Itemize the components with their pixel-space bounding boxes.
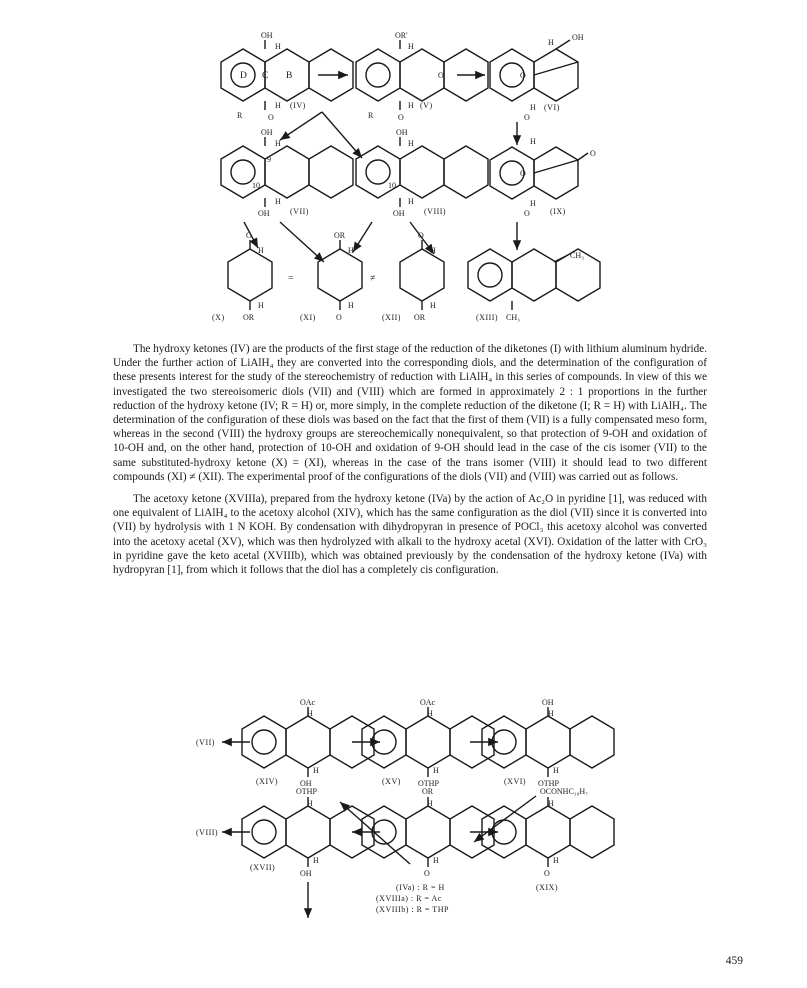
compound-label: (VI) <box>544 103 560 112</box>
atom-label: OR' <box>395 31 408 40</box>
compound-XII <box>382 231 444 322</box>
equals-sign: = <box>288 274 294 284</box>
atom-label: OR <box>422 787 434 796</box>
atom-label: H <box>548 38 554 47</box>
atom-label: H <box>307 799 313 808</box>
atom-label: O <box>520 169 526 178</box>
atom-label: OH <box>572 33 584 42</box>
compound-V <box>356 31 488 122</box>
atom-label: CH₃ <box>570 251 584 260</box>
atom-label: H <box>548 799 554 808</box>
atom-label: O <box>246 231 252 240</box>
compound-XVI <box>482 698 614 788</box>
compound-XIX <box>482 787 614 892</box>
atom-label: OH <box>396 128 408 137</box>
atom-label: OH <box>542 698 554 707</box>
compound-label: (XIX) <box>536 883 559 892</box>
atom-label: H <box>530 103 536 112</box>
atom-label: O <box>398 113 404 122</box>
compound-XIII <box>468 249 600 322</box>
compound-label: (VIII) <box>424 207 447 216</box>
atom-label: O <box>268 113 274 122</box>
atom-label: O <box>438 71 444 80</box>
atom-label: O <box>590 149 596 158</box>
atom-label: H <box>530 199 536 208</box>
atom-label: R <box>237 111 243 120</box>
atom-label: H <box>408 197 414 206</box>
atom-label: H <box>275 101 281 110</box>
legend-line: (XVIIIa) : R = Ac <box>376 894 442 903</box>
compound-X <box>212 231 272 322</box>
atom-label: O <box>520 71 526 80</box>
atom-label: O <box>544 869 550 878</box>
compound-VI <box>490 33 584 122</box>
atom-label: H <box>275 197 281 206</box>
atom-label: H <box>348 246 354 255</box>
atom-label: O <box>418 231 424 240</box>
atom-label: 10 <box>252 181 260 190</box>
atom-label: H <box>313 856 319 865</box>
compound-label: (XV) <box>382 777 401 786</box>
atom-label: H <box>313 766 319 775</box>
atom-label: H <box>408 42 414 51</box>
compound-VII <box>221 128 353 218</box>
atom-label: H <box>427 799 433 808</box>
atom-label: OH <box>261 31 273 40</box>
compound-label: (XVII) <box>250 863 276 872</box>
paragraph: The hydroxy ketones (IV) are the products of the first stage of the reduction of the diketones (I) with lithium aluminum hydride. Under the further action of LiAlH₄ they are converted into the corresponding diols, and the determination of the configuration of these presents interest for the study of the stereochemistry of reduction with LiAlH₄ in this series of compounds. In view of this we investigated the two stereoisomeric diols (VII) and (VIII) which are formed in approximately 2 : 1 proportions in the further reduction of the hydroxy ketone (IV; R = H) or, more simply, in the complete reduction of the diketone (I; R = H) with LiAlH₄. The determination of the configuration of these diols was based on the fact that the first of them (VII) is a fully compensated meso form, whereas in the second (VIII) the hydroxy groups are stereochemically nonequivalent, so that protection of 9-OH and oxidation of 10-OH and, on the other hand, protection of 10-OH and oxidation of 9-OH should lead in the case of the cis isomer (VII) to the same substituted-hydroxy ketone (X) = (XI), whereas in the case of the trans isomer (VIII) it should lead to two different compounds (XI) ≠ (XII). The experimental proof of the configurations of the diols (VII) and (VIII) was carried out as follows. <box>113 343 707 483</box>
atom-label: H <box>258 301 264 310</box>
atom-label: H <box>530 137 536 146</box>
atom-label: OR <box>414 313 426 322</box>
atom-label: H <box>258 246 264 255</box>
ring-label: C <box>262 71 269 81</box>
compound-label: (XVI) <box>504 777 527 786</box>
atom-label: CH₃ <box>506 313 520 322</box>
atom-label: OTHP <box>538 779 559 788</box>
compound-IX <box>490 137 596 218</box>
atom-label: OH <box>258 209 270 218</box>
ring-label: D <box>240 71 247 81</box>
compound-label: (VIII) <box>196 828 219 837</box>
compound-label: (IV) <box>290 101 306 110</box>
atom-label: OAc <box>300 698 316 707</box>
atom-label: O <box>524 209 530 218</box>
atom-label: H <box>553 766 559 775</box>
atom-label: OH <box>300 869 312 878</box>
atom-label: H <box>433 856 439 865</box>
compound-IV <box>221 31 353 122</box>
atom-label: OCONHC₁₀H₇ <box>540 787 588 796</box>
legend-line: (IVa) : R = H <box>396 883 445 892</box>
not-equal-sign: ≠ <box>370 274 376 284</box>
compound-label: (XIII) <box>476 313 499 322</box>
atom-label: H <box>427 709 433 718</box>
atom-label: H <box>408 139 414 148</box>
page-number: 459 <box>725 955 743 967</box>
atom-label: O <box>336 313 342 322</box>
body-text <box>113 342 707 577</box>
atom-label: OH <box>300 779 312 788</box>
atom-label: H <box>433 766 439 775</box>
atom-label: H <box>548 709 554 718</box>
compound-label: (XI) <box>300 313 316 322</box>
compound-label: (X) <box>212 313 225 322</box>
atom-label: OR <box>243 313 255 322</box>
compound-XV <box>362 698 494 788</box>
compound-label: (VII) <box>196 738 215 747</box>
atom-label: OH <box>261 128 273 137</box>
atom-label: H <box>307 709 313 718</box>
atom-label: OH <box>393 209 405 218</box>
atom-label: 10 <box>388 181 396 190</box>
reaction-scheme-bottom <box>0 680 807 940</box>
compound-label: (V) <box>420 101 433 110</box>
ring-label: B <box>286 71 293 81</box>
atom-label: OAc <box>420 698 436 707</box>
compound-XVII <box>242 787 374 918</box>
compound-label: (VII) <box>290 207 309 216</box>
atom-label: H <box>275 42 281 51</box>
reaction-scheme-top <box>0 0 807 340</box>
compound-IVa-XVIII <box>362 787 494 914</box>
compound-VIII <box>356 128 488 218</box>
compound-label: (XIV) <box>256 777 279 786</box>
atom-label: H <box>348 301 354 310</box>
atom-label: OTHP <box>296 787 317 796</box>
atom-label: H <box>430 301 436 310</box>
atom-label: O <box>424 869 430 878</box>
atom-label: 9 <box>267 155 271 164</box>
paragraph: The acetoxy ketone (XVIIIa), prepared from the hydroxy ketone (IVa) by the action of Ac₂O in pyridine [1], was reduced with one equivalent of LiAlH₄ to the acetoxy alcohol (XIV), which has the same configuration as the diol (VII) since it is converted into (VII) by hydrolysis with 1 N KOH. By condensation with dihydropyran in presence of POCl₃ this acetoxy alcohol was converted into the acetoxy acetal (XV), which was then hydrolyzed with alkali to the hydroxy acetal (XVI). Oxidation of the latter with CrO₃ in pyridine gave the keto acetal (XVIIIb), which was obtained previously by the condensation of the hydroxy ketone (IVa) with hydropyran [1], from which it follows that the diol has a completely cis configuration. <box>113 493 707 577</box>
atom-label: OTHP <box>418 779 439 788</box>
atom-label: H <box>553 856 559 865</box>
compound-XI <box>300 231 362 322</box>
legend-line: (XVIIIb) : R = THP <box>376 905 449 914</box>
atom-label: R <box>368 111 374 120</box>
compound-label: (XII) <box>382 313 401 322</box>
atom-label: H <box>275 139 281 148</box>
atom-label: O <box>524 113 530 122</box>
compound-XIV <box>242 698 374 788</box>
atom-label: H <box>430 246 436 255</box>
atom-label: OR <box>334 231 346 240</box>
atom-label: H <box>408 101 414 110</box>
compound-label: (IX) <box>550 207 566 216</box>
